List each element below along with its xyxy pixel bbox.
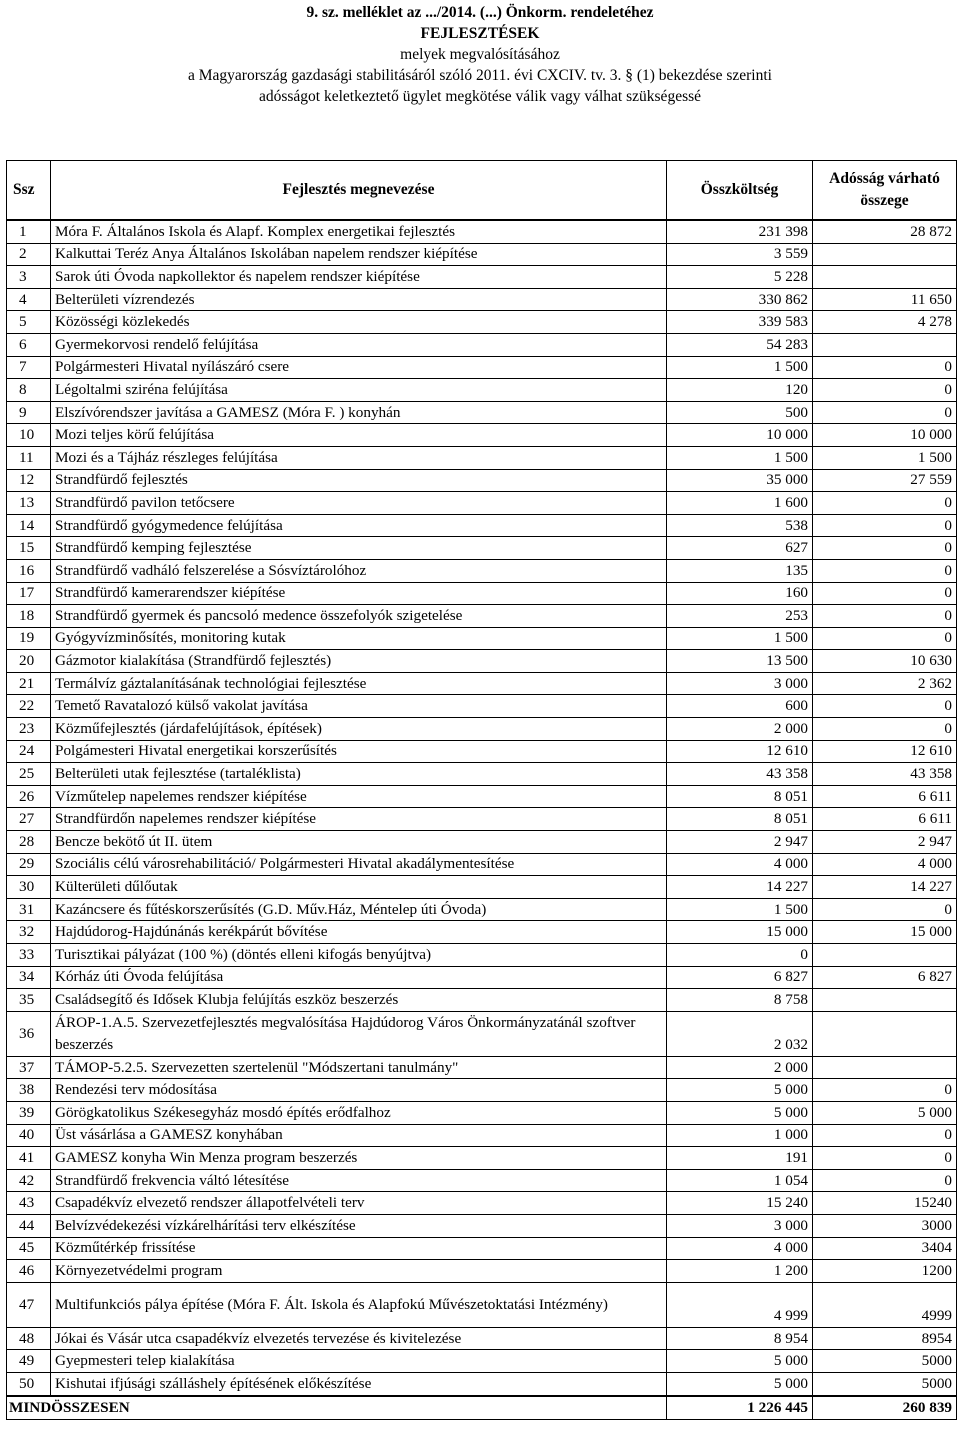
row-ssz: 18 [7,605,51,628]
table-row [7,853,957,876]
row-name: Strandfürdő kamerarendszer kiépítése [51,582,667,605]
table-row [7,333,957,356]
row-ssz: 2 [7,243,51,266]
row-name: Közműfejlesztés (járdafelújítások, építések) [51,718,667,741]
table-row [7,266,957,289]
row-ssz: 44 [7,1214,51,1237]
row-ssz: 41 [7,1147,51,1170]
row-debt: 0 [813,898,957,921]
row-total-cost: 0 [667,944,813,967]
row-debt: 28 872 [813,220,957,243]
total-row [7,1396,957,1420]
row-ssz: 45 [7,1237,51,1260]
table-row [7,1101,957,1124]
table-row [7,401,957,424]
row-total-cost: 1 500 [667,898,813,921]
row-ssz: 23 [7,718,51,741]
row-ssz: 26 [7,785,51,808]
row-ssz: 21 [7,672,51,695]
row-debt: 1200 [813,1260,957,1283]
development-table [6,160,957,1420]
row-total-cost: 135 [667,559,813,582]
row-debt: 0 [813,582,957,605]
row-ssz: 46 [7,1260,51,1283]
row-name: Gázmotor kialakítása (Strandfürdő fejlesztés) [51,650,667,673]
row-debt: 0 [813,1169,957,1192]
row-total-cost: 4 999 [667,1282,813,1327]
total-debt: 260 839 [813,1396,957,1420]
row-name: Gyepmesteri telep kialakítása [51,1350,667,1373]
row-name: Strandfürdő pavilon tetőcsere [51,492,667,515]
row-total-cost: 43 358 [667,763,813,786]
row-total-cost: 15 000 [667,921,813,944]
table-row [7,582,957,605]
row-debt: 0 [813,605,957,628]
row-ssz: 48 [7,1327,51,1350]
table-body [7,220,957,1396]
row-name: Bencze bekötő út II. ütem [51,831,667,854]
row-ssz: 36 [7,1011,51,1056]
table-row [7,989,957,1012]
table-row [7,921,957,944]
row-name: Polgármesteri Hivatal nyílászáró csere [51,356,667,379]
row-ssz: 38 [7,1079,51,1102]
table-row [7,1260,957,1283]
row-name: Kórház úti Óvoda felújítása [51,966,667,989]
table-row [7,514,957,537]
row-debt: 43 358 [813,763,957,786]
row-name: Jókai és Vásár utca csapadékvíz elvezetés tervezése és kivitelezése [51,1327,667,1350]
row-ssz: 9 [7,401,51,424]
row-total-cost: 10 000 [667,424,813,447]
row-name: Strandfürdő vadháló felszerelése a Sósvíztárolóhoz [51,559,667,582]
row-total-cost: 600 [667,695,813,718]
row-debt: 6 827 [813,966,957,989]
row-debt: 3404 [813,1237,957,1260]
row-total-cost: 5 000 [667,1101,813,1124]
row-name: TÁMOP-5.2.5. Szervezetten szertelenül "Módszertani tanulmány" [51,1056,667,1079]
column-header-name: Fejlesztés megnevezése [51,161,667,221]
row-total-cost: 4 000 [667,853,813,876]
row-debt: 0 [813,514,957,537]
row-name: Strandfürdőn napelemes rendszer kiépítése [51,808,667,831]
row-total-cost: 627 [667,537,813,560]
row-total-cost: 8 051 [667,785,813,808]
row-ssz: 32 [7,921,51,944]
row-name: Légoltalmi sziréna felújítása [51,379,667,402]
row-ssz: 25 [7,763,51,786]
row-total-cost: 500 [667,401,813,424]
row-total-cost: 4 000 [667,1237,813,1260]
table-row [7,650,957,673]
table-row [7,785,957,808]
row-name: Temető Ravatalozó külső vakolat javítása [51,695,667,718]
row-name: Környezetvédelmi program [51,1260,667,1283]
row-debt [813,243,957,266]
row-total-cost: 2 000 [667,1056,813,1079]
row-name: Csapadékvíz elvezető rendszer állapotfelvételi terv [51,1192,667,1215]
row-name: Gyermekorvosi rendelő felújítása [51,333,667,356]
row-ssz: 17 [7,582,51,605]
row-debt: 2 362 [813,672,957,695]
row-name: Strandfürdő fejlesztés [51,469,667,492]
row-debt: 4 000 [813,853,957,876]
row-ssz: 50 [7,1372,51,1395]
row-debt: 2 947 [813,831,957,854]
row-ssz: 5 [7,311,51,334]
row-name: Termálvíz gáztalanításának technológiai fejlesztése [51,672,667,695]
row-ssz: 35 [7,989,51,1012]
row-ssz: 11 [7,446,51,469]
row-debt [813,1056,957,1079]
row-debt: 0 [813,1079,957,1102]
table-row [7,469,957,492]
table-row [7,446,957,469]
row-total-cost: 54 283 [667,333,813,356]
row-name: Hajdúdorog-Hajdúnánás kerékpárút bővítése [51,921,667,944]
row-debt: 12 610 [813,740,957,763]
table-row [7,1056,957,1079]
row-total-cost: 8 758 [667,989,813,1012]
column-header-debt: Adósság várható összege [813,161,957,221]
row-debt: 0 [813,537,957,560]
table-row [7,1147,957,1170]
row-total-cost: 120 [667,379,813,402]
row-debt: 4999 [813,1282,957,1327]
table-header-row [7,161,957,221]
row-ssz: 37 [7,1056,51,1079]
table-row [7,898,957,921]
row-name: Belvízvédekezési vízkárelhárítási terv elkészítése [51,1214,667,1237]
table-row [7,831,957,854]
row-name: Strandfürdő gyermek és pancsoló medence összefolyók szigetelése [51,605,667,628]
row-total-cost: 1 000 [667,1124,813,1147]
row-total-cost: 2 032 [667,1011,813,1056]
row-debt: 5000 [813,1372,957,1395]
row-name: Elszívórendszer javítása a GAMESZ (Móra F. ) konyhán [51,401,667,424]
table-row [7,763,957,786]
row-debt: 10 630 [813,650,957,673]
row-debt: 0 [813,1147,957,1170]
row-total-cost: 15 240 [667,1192,813,1215]
row-ssz: 7 [7,356,51,379]
row-debt: 0 [813,559,957,582]
table-row [7,379,957,402]
total-cost: 1 226 445 [667,1396,813,1420]
row-name: Kalkuttai Teréz Anya Általános Iskolában napelem rendszer kiépítése [51,243,667,266]
column-header-total: Összköltség [667,161,813,221]
row-name: Mozi teljes körű felújítása [51,424,667,447]
row-name: Mozi és a Tájház részleges felújítása [51,446,667,469]
row-ssz: 19 [7,627,51,650]
table-row [7,1011,957,1056]
row-total-cost: 5 228 [667,266,813,289]
table-row [7,808,957,831]
row-ssz: 12 [7,469,51,492]
row-name: Rendezési terv módosítása [51,1079,667,1102]
row-ssz: 8 [7,379,51,402]
row-debt: 15240 [813,1192,957,1215]
row-debt: 0 [813,379,957,402]
row-name: GAMESZ konyha Win Menza program beszerzés [51,1147,667,1170]
table-row [7,1282,957,1327]
row-debt [813,1011,957,1056]
development-table-container [6,160,956,1420]
row-name: Polgámesteri Hivatal energetikai korszerűsítés [51,740,667,763]
row-name: ÁROP-1.A.5. Szervezetfejlesztés megvalósítása Hajdúdorog Város Önkormányzatánál szoftver beszerzés [51,1011,667,1056]
row-ssz: 43 [7,1192,51,1215]
table-row [7,740,957,763]
row-total-cost: 8 954 [667,1327,813,1350]
row-ssz: 49 [7,1350,51,1373]
table-row [7,1169,957,1192]
row-ssz: 15 [7,537,51,560]
row-ssz: 40 [7,1124,51,1147]
table-row [7,1350,957,1373]
row-total-cost: 330 862 [667,288,813,311]
row-ssz: 30 [7,876,51,899]
row-total-cost: 8 051 [667,808,813,831]
row-ssz: 10 [7,424,51,447]
row-ssz: 33 [7,944,51,967]
row-ssz: 20 [7,650,51,673]
row-name: Szociális célú városrehabilitáció/ Polgármesteri Hivatal akadálymentesítése [51,853,667,876]
row-ssz: 4 [7,288,51,311]
row-total-cost: 1 500 [667,356,813,379]
row-name: Móra F. Általános Iskola és Alapf. Komplex energetikai fejlesztés [51,220,667,243]
row-debt: 6 611 [813,785,957,808]
row-debt: 5000 [813,1350,957,1373]
table-row [7,492,957,515]
row-name: Családsegítő és Idősek Klubja felújítás eszköz beszerzés [51,989,667,1012]
row-total-cost: 6 827 [667,966,813,989]
row-debt: 10 000 [813,424,957,447]
row-debt: 15 000 [813,921,957,944]
row-ssz: 14 [7,514,51,537]
table-row [7,1327,957,1350]
row-name: Külterületi dűlőutak [51,876,667,899]
document-header [0,2,960,107]
row-debt: 0 [813,695,957,718]
row-ssz: 22 [7,695,51,718]
table-row [7,1192,957,1215]
table-row [7,605,957,628]
row-total-cost: 253 [667,605,813,628]
row-name: Belterületi vízrendezés [51,288,667,311]
row-total-cost: 5 000 [667,1372,813,1395]
row-debt: 0 [813,1124,957,1147]
document-title: FEJLESZTÉSEK [420,25,540,42]
row-debt [813,266,957,289]
row-debt: 1 500 [813,446,957,469]
row-total-cost: 3 559 [667,243,813,266]
row-name: Görögkatolikus Székesegyház mosdó építés erődfalhoz [51,1101,667,1124]
row-ssz: 39 [7,1101,51,1124]
row-total-cost: 5 000 [667,1079,813,1102]
table-row [7,220,957,243]
row-name: Üst vásárlása a GAMESZ konyhában [51,1124,667,1147]
row-name: Turisztikai pályázat (100 %) (döntés elleni kifogás benyújtva) [51,944,667,967]
table-row [7,1372,957,1395]
table-row [7,356,957,379]
row-ssz: 29 [7,853,51,876]
row-debt: 27 559 [813,469,957,492]
row-name: Strandfürdő gyógymedence felújítása [51,514,667,537]
row-debt: 6 611 [813,808,957,831]
table-row [7,243,957,266]
table-row [7,718,957,741]
row-debt: 5 000 [813,1101,957,1124]
row-ssz: 24 [7,740,51,763]
row-total-cost: 1 500 [667,627,813,650]
row-total-cost: 2 000 [667,718,813,741]
row-name: Kazáncsere és fűtéskorszerűsítés (G.D. Műv.Ház, Méntelep úti Óvoda) [51,898,667,921]
table-row [7,1079,957,1102]
table-row [7,1237,957,1260]
table-row [7,944,957,967]
row-ssz: 47 [7,1282,51,1327]
row-total-cost: 231 398 [667,220,813,243]
row-name: Közösségi közlekedés [51,311,667,334]
row-debt: 8954 [813,1327,957,1350]
row-name: Sarok úti Óvoda napkollektor és napelem rendszer kiépítése [51,266,667,289]
row-debt [813,333,957,356]
row-total-cost: 339 583 [667,311,813,334]
row-debt [813,989,957,1012]
subtitle-line-3: adósságot keletkeztető ügylet megkötése válik vagy válhat szükségessé [258,88,702,105]
annex-title: 9. sz. melléklet az .../2014. (...) Önkorm. rendeletéhez [306,4,654,21]
row-total-cost: 160 [667,582,813,605]
row-total-cost: 1 600 [667,492,813,515]
row-ssz: 3 [7,266,51,289]
row-name: Közműtérkép frissítése [51,1237,667,1260]
row-total-cost: 191 [667,1147,813,1170]
row-total-cost: 35 000 [667,469,813,492]
table-row [7,1214,957,1237]
row-name: Kishutai ifjúsági szálláshely építésének előkészítése [51,1372,667,1395]
row-total-cost: 1 054 [667,1169,813,1192]
row-debt: 0 [813,401,957,424]
row-total-cost: 12 610 [667,740,813,763]
row-name: Multifunkciós pálya építése (Móra F. Ált. Iskola és Alapfokú Művészetoktatási Intézmény) [51,1282,667,1327]
row-ssz: 31 [7,898,51,921]
row-total-cost: 14 227 [667,876,813,899]
row-ssz: 1 [7,220,51,243]
row-total-cost: 5 000 [667,1350,813,1373]
table-row [7,695,957,718]
row-ssz: 34 [7,966,51,989]
row-ssz: 28 [7,831,51,854]
row-debt: 0 [813,627,957,650]
row-debt [813,944,957,967]
row-debt: 3000 [813,1214,957,1237]
row-debt: 0 [813,356,957,379]
row-total-cost: 3 000 [667,1214,813,1237]
table-row [7,966,957,989]
row-ssz: 13 [7,492,51,515]
row-total-cost: 2 947 [667,831,813,854]
row-debt: 0 [813,492,957,515]
table-row [7,311,957,334]
subtitle-line-1: melyek megvalósításához [400,46,560,63]
row-name: Gyógyvízminősítés, monitoring kutak [51,627,667,650]
table-row [7,559,957,582]
row-name: Belterületi utak fejlesztése (tartaléklista) [51,763,667,786]
row-name: Strandfürdő frekvencia váltó létesítése [51,1169,667,1192]
row-ssz: 27 [7,808,51,831]
row-total-cost: 1 200 [667,1260,813,1283]
row-debt: 11 650 [813,288,957,311]
row-name: Vízműtelep napelemes rendszer kiépítése [51,785,667,808]
row-total-cost: 538 [667,514,813,537]
row-total-cost: 13 500 [667,650,813,673]
table-row [7,1124,957,1147]
table-row [7,424,957,447]
row-ssz: 6 [7,333,51,356]
table-row [7,876,957,899]
column-header-ssz: Ssz [7,161,51,221]
table-row [7,627,957,650]
row-name: Strandfürdő kemping fejlesztése [51,537,667,560]
row-total-cost: 3 000 [667,672,813,695]
row-ssz: 16 [7,559,51,582]
subtitle-line-2: a Magyarország gazdasági stabilitásáról szóló 2011. évi CXCIV. tv. 3. § (1) bekezdése szerinti [188,67,772,84]
table-row [7,672,957,695]
row-ssz: 42 [7,1169,51,1192]
row-debt: 0 [813,718,957,741]
row-debt: 4 278 [813,311,957,334]
table-row [7,537,957,560]
row-debt: 14 227 [813,876,957,899]
row-total-cost: 1 500 [667,446,813,469]
table-row [7,288,957,311]
total-label: MINDÖSSZESEN [7,1396,667,1420]
